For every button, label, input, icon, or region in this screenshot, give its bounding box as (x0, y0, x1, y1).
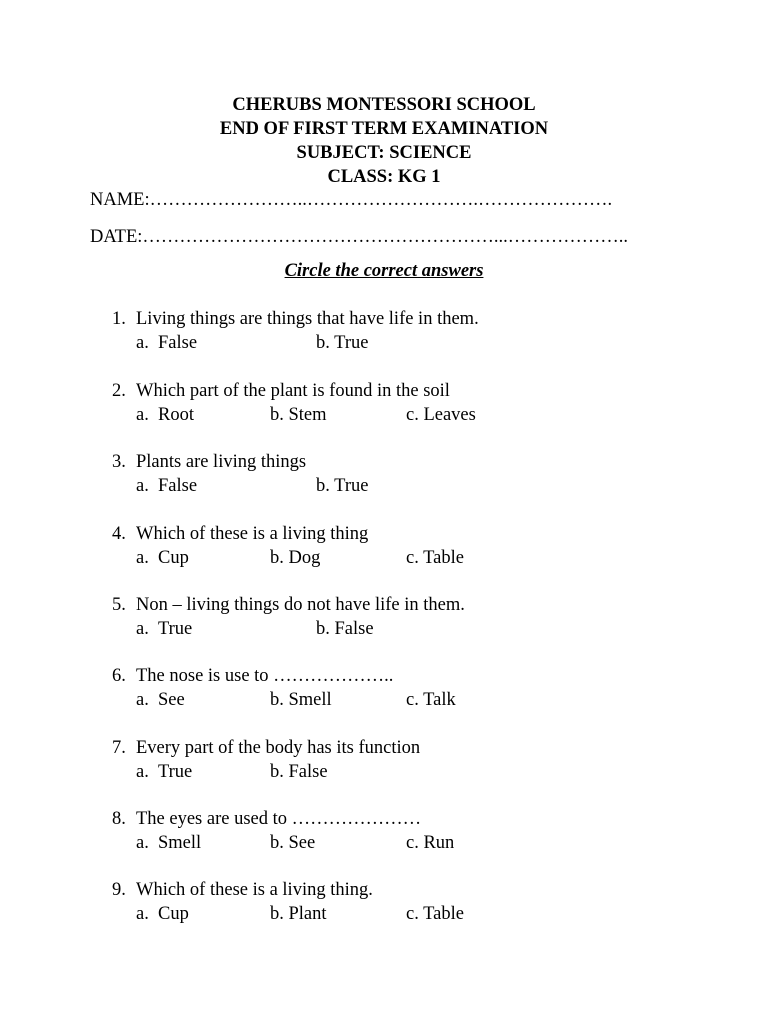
option-b: b. True (316, 333, 369, 353)
question-item (0, 522, 768, 570)
option-a: Cup (158, 904, 189, 924)
option-a: Smell (158, 833, 202, 853)
option-b: b. True (316, 476, 369, 496)
question-item (0, 450, 768, 498)
instruction-heading: Circle the correct answers (284, 261, 484, 281)
option-a-letter: a. (136, 333, 149, 353)
option-a-letter: a. (136, 690, 149, 710)
option-b: b. Smell (270, 690, 332, 710)
option-c: c. Talk (406, 690, 456, 710)
option-b: b. False (316, 619, 374, 639)
exam-header (0, 93, 768, 189)
option-a-letter: a. (136, 405, 149, 425)
question-text: Which part of the plant is found in the soil (136, 381, 450, 401)
date-field: DATE:…………………………………………………...……………….. (90, 227, 629, 247)
question-text: Every part of the body has its function (136, 738, 421, 758)
option-a-letter: a. (136, 762, 149, 782)
option-a: False (158, 333, 198, 353)
option-a: True (158, 619, 193, 639)
option-a-letter: a. (136, 904, 149, 924)
question-number: 1. (112, 309, 126, 329)
option-a: Cup (158, 548, 189, 568)
option-c: c. Table (406, 904, 464, 924)
option-c: c. Table (406, 548, 464, 568)
option-b: b. See (270, 833, 316, 853)
school-name: CHERUBS MONTESSORI SCHOOL (232, 95, 536, 115)
question-item (0, 593, 768, 641)
question-item (0, 736, 768, 784)
name-field: NAME:……………………..……………………….…………………. (90, 190, 613, 210)
question-text: The eyes are used to ………………… (136, 809, 422, 829)
option-c: c. Leaves (406, 405, 476, 425)
option-a: See (158, 690, 185, 710)
question-number: 3. (112, 452, 126, 472)
option-b: b. Stem (270, 405, 327, 425)
question-number: 7. (112, 738, 126, 758)
question-text: Plants are living things (136, 452, 307, 472)
class-line: CLASS: KG 1 (327, 167, 441, 187)
question-item (0, 878, 768, 926)
subject-line: SUBJECT: SCIENCE (296, 143, 472, 163)
option-a: Root (158, 405, 194, 425)
question-text: Non – living things do not have life in them. (136, 595, 465, 615)
option-a-letter: a. (136, 548, 149, 568)
option-a: True (158, 762, 193, 782)
exam-title: END OF FIRST TERM EXAMINATION (219, 119, 549, 139)
option-a: False (158, 476, 198, 496)
question-text: The nose is use to ……………….. (136, 666, 394, 686)
question-text: Which of these is a living thing (136, 524, 369, 544)
option-b: b. False (270, 762, 328, 782)
question-number: 4. (112, 524, 126, 544)
option-b: b. Dog (270, 548, 321, 568)
option-c: c. Run (406, 833, 455, 853)
question-number: 5. (112, 595, 126, 615)
question-text: Living things are things that have life in them. (136, 309, 479, 329)
option-b: b. Plant (270, 904, 327, 924)
question-number: 9. (112, 880, 126, 900)
question-item (0, 379, 768, 427)
option-a-letter: a. (136, 476, 149, 496)
option-a-letter: a. (136, 619, 149, 639)
question-number: 2. (112, 381, 126, 401)
question-number: 6. (112, 666, 126, 686)
question-text: Which of these is a living thing. (136, 880, 373, 900)
question-item (0, 307, 768, 355)
question-number: 8. (112, 809, 126, 829)
question-item (0, 664, 768, 712)
option-a-letter: a. (136, 833, 149, 853)
question-item (0, 807, 768, 855)
